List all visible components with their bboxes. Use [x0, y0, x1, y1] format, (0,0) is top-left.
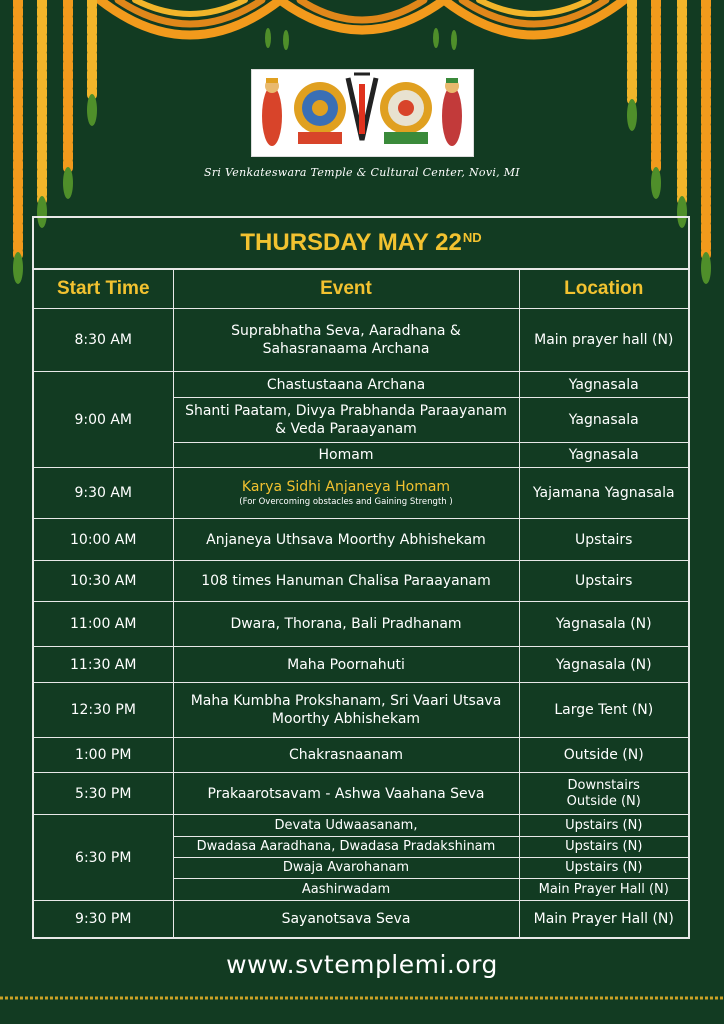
temple-logo-icon [252, 70, 473, 156]
table-row [34, 683, 688, 738]
table-row [34, 602, 688, 647]
day-suffix: ND [462, 229, 482, 245]
time-cell: 9:30 AM [34, 468, 173, 519]
table-row [34, 647, 688, 683]
location-cell: Large Tent (N) [519, 683, 688, 738]
footer-border-icon [0, 993, 724, 1003]
header-row [34, 270, 688, 309]
event-note: (For Overcoming obstacles and Gaining Strength ) [239, 497, 453, 507]
column-header-location: Location [519, 270, 688, 309]
time-cell: 11:00 AM [34, 602, 173, 647]
event-cell: Maha Kumbha Prokshanam, Sri Vaari Utsava Moorthy Abhishekam [173, 683, 519, 738]
table-row [34, 815, 688, 837]
highlight-event: Karya Sidhi Anjaneya Homam [241, 479, 451, 495]
table-row [34, 372, 688, 398]
day-text: THURSDAY MAY 22 [240, 229, 462, 256]
event-cell: Prakaarotsavam - Ashwa Vaahana Seva [173, 773, 519, 815]
location-cell: Upstairs [519, 561, 688, 602]
event-cell: Anjaneya Uthsava Moorthy Abhishekam [173, 519, 519, 561]
table-row [34, 738, 688, 773]
time-cell: 12:30 PM [34, 683, 173, 738]
day-title [34, 218, 688, 270]
location-cell: Yagnasala [519, 398, 688, 443]
time-cell: 9:30 PM [34, 901, 173, 937]
event-cell: Sayanotsava Seva [173, 901, 519, 937]
location-cell: Main Prayer Hall (N) [519, 879, 688, 901]
table-row [34, 561, 688, 602]
location-cell: Main prayer hall (N) [519, 309, 688, 372]
event-cell: Chakrasnaanam [173, 738, 519, 773]
column-header-time: Start Time [34, 270, 173, 309]
time-cell: 11:30 AM [34, 647, 173, 683]
event-cell [173, 468, 519, 519]
table-row [34, 519, 688, 561]
location-cell: Upstairs [519, 519, 688, 561]
location-cell: Main Prayer Hall (N) [519, 901, 688, 937]
location-cell: Yajamana Yagnasala [519, 468, 688, 519]
event-cell: Suprabhatha Seva, Aaradhana & Sahasranaama Archana [173, 309, 519, 372]
location-line: Outside (N) [566, 793, 641, 809]
location-cell: Yagnasala [519, 443, 688, 468]
table-row [34, 309, 688, 372]
location-cell: Upstairs (N) [519, 858, 688, 879]
schedule-table [32, 216, 690, 939]
temple-logo [251, 69, 474, 157]
subtitle: Sri Venkateswara Temple & Cultural Center, Novi, MI [204, 166, 520, 179]
location-cell: Upstairs (N) [519, 837, 688, 858]
location-cell: Outside (N) [519, 738, 688, 773]
event-cell: 108 times Hanuman Chalisa Paraayanam [173, 561, 519, 602]
time-cell: 6:30 PM [34, 815, 173, 901]
location-line: Downstairs [567, 777, 640, 793]
location-cell: Yagnasala (N) [519, 602, 688, 647]
website-link[interactable]: www.svtemplemi.org [226, 950, 498, 979]
time-cell: 10:30 AM [34, 561, 173, 602]
event-cell: Shanti Paatam, Divya Prabhanda Paraayanam & Veda Paraayanam [173, 398, 519, 443]
event-cell: Dwara, Thorana, Bali Pradhanam [173, 602, 519, 647]
event-cell: Homam [173, 443, 519, 468]
location-cell: Upstairs (N) [519, 815, 688, 837]
location-cell: Yagnasala (N) [519, 647, 688, 683]
event-cell: Devata Udwaasanam, [173, 815, 519, 837]
time-cell: 5:30 PM [34, 773, 173, 815]
time-cell: 9:00 AM [34, 372, 173, 468]
time-cell: 10:00 AM [34, 519, 173, 561]
location-cell [519, 773, 688, 815]
column-header-event: Event [173, 270, 519, 309]
schedule-grid [34, 270, 688, 937]
table-row [34, 468, 688, 519]
time-cell: 1:00 PM [34, 738, 173, 773]
event-cell: Maha Poornahuti [173, 647, 519, 683]
location-cell: Yagnasala [519, 372, 688, 398]
time-cell: 8:30 AM [34, 309, 173, 372]
event-cell: Aashirwadam [173, 879, 519, 901]
table-row [34, 901, 688, 937]
table-row [34, 773, 688, 815]
event-cell: Chastustaana Archana [173, 372, 519, 398]
event-cell: Dwadasa Aaradhana, Dwadasa Pradakshinam [173, 837, 519, 858]
event-cell: Dwaja Avarohanam [173, 858, 519, 879]
